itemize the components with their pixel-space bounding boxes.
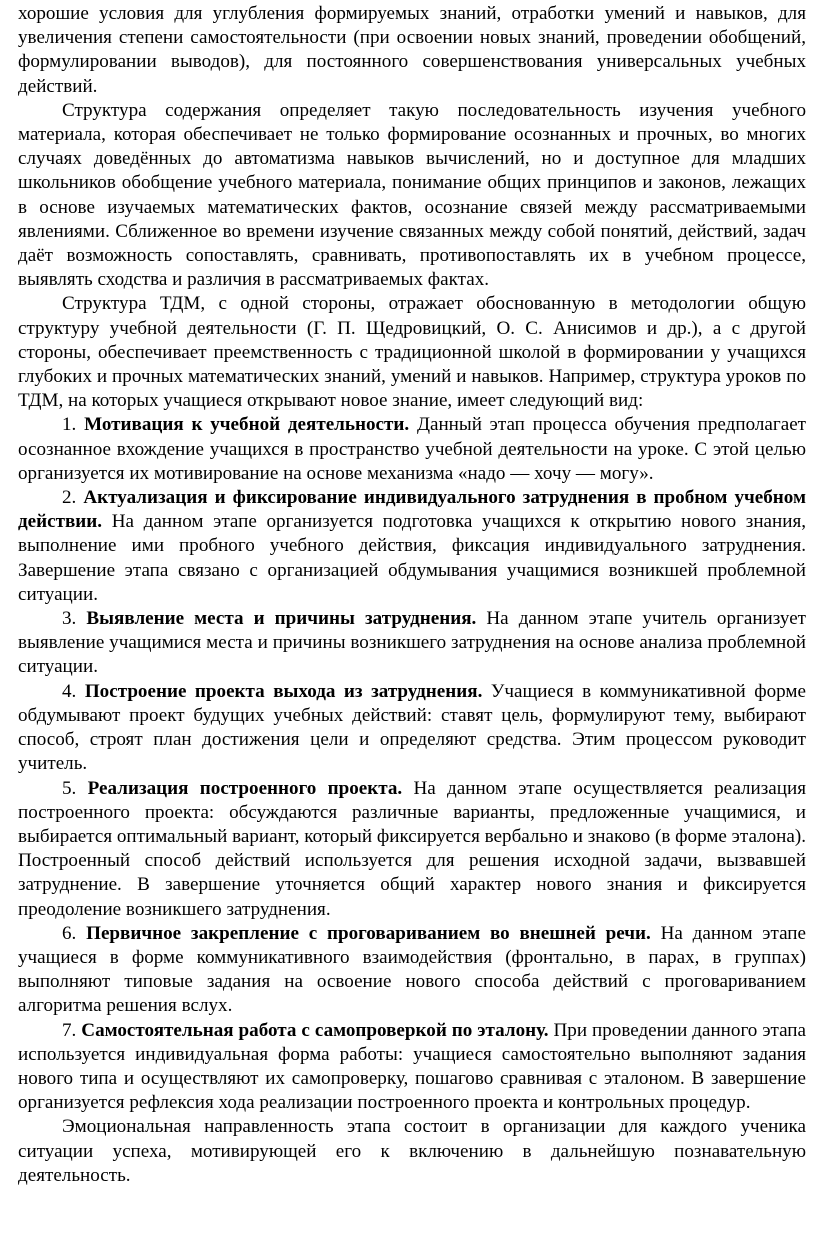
stage-body: Учащиеся в коммуникативной форме обдумывают проект будущих учебных действий: ставят цель, формулируют тему, выбирают способ, строят план достижения цели и определяют средства. Этим процессом руководит учитель. — [18, 680, 806, 775]
stage-title: Первичное закрепление с проговариванием во внешней речи. — [86, 922, 651, 944]
stage-number: 3. — [62, 608, 77, 630]
stage-title: Самостоятельная работа с самопроверкой по эталону. — [81, 1019, 549, 1041]
paragraph-tdm-structure — [18, 292, 806, 413]
stage-number: 7. — [62, 1019, 77, 1041]
stage-body: На данном этапе учитель организует выявление учащимися места и причины возникшего затруднения на основе анализа проблемной ситуации. — [18, 608, 807, 678]
stage-item-6 — [18, 922, 806, 1019]
paragraph-closing — [18, 1115, 806, 1188]
paragraph-text: Структура ТДМ, с одной стороны, отражает обоснованную в методологии общую структуру учебной деятельности (Г. П. Щедровицкий, О. С. Анисимов и др.), а с другой стороны, обеспечивает преемственность с традиционной школой в формировании у учащихся глубоких и прочных математических знаний, умений и навыков. Например, структура уроков по ТДМ, на которых учащиеся открывают новое знание, имеет следующий вид: — [18, 293, 806, 412]
paragraph-text: Эмоциональная направленность этапа состоит в организации для каждого ученика ситуации успеха, мотивирующей его к включению в дальнейшую познавательную деятельность. — [18, 1116, 806, 1186]
paragraph-text: хорошие условия для углубления формируемых знаний, отработки умений и навыков, для увеличения степени самостоятельности (при освоении новых знаний, проведении обобщений, формулировании выводов), для постоянного совершенствования универсальных учебных действий. — [18, 3, 806, 97]
stage-number: 2. — [62, 487, 77, 509]
paragraph-text: Структура содержания определяет такую последовательность изучения учебного материала, которая обеспечивает не только формирование осознанных и прочных, во многих случаях доведённых до автоматизма навыков вычислений, но и доступное для младших школьников обобщение учебного материала, понимание общих принципов и законов, лежащих в основе изучаемых математических фактов, осознание связей между рассматриваемыми явлениями. Сближенное во времени изучение связанных между собой понятий, действий, задач даёт возможность сопоставлять, сравнивать, противопоставлять их в учебном процессе, выявлять сходства и различия в рассматриваемых фактах. — [18, 99, 806, 291]
stage-number: 6. — [62, 922, 77, 944]
stage-title: Мотивация к учебной деятельности. — [84, 414, 410, 436]
stage-body: На данном этапе осуществляется реализация построенного проекта: обсуждаются различные варианты, предложенные учащимися, и выбирается оптимальный вариант, который фиксируется вербально и знаково (в форме эталона). Построенный способ действий используется для решения исходной задачи, вызвавшей затруднение. В завершение уточняется общий характер нового знания и фиксируется преодоление возникшего затруднения. — [18, 777, 807, 920]
stage-item-1 — [18, 413, 806, 486]
stage-item-7 — [18, 1019, 806, 1116]
stage-number: 4. — [62, 680, 77, 702]
paragraph-content-structure — [18, 99, 806, 293]
stage-body: При проведении данного этапа используется индивидуальная форма работы: учащиеся самостоятельно выполняют задания нового типа и осуществляют их самопроверку, пошагово сравнивая с эталоном. В завершение организуется рефлексия хода реализации построенного проекта и контрольных процедур. — [18, 1019, 807, 1114]
stage-item-5 — [18, 777, 806, 922]
paragraph-continuation — [18, 2, 806, 99]
stage-item-4 — [18, 680, 806, 777]
stage-number: 5. — [62, 777, 77, 799]
stage-title: Построение проекта выхода из затруднения. — [84, 680, 483, 702]
stage-body: На данном этапе организуется подготовка учащихся к открытию нового знания, выполнение ими пробного учебного действия, фиксация индивидуального затруднения. Завершение этапа связано с организацией обдумывания учащимися возникшей проблемной ситуации. — [18, 511, 807, 605]
stage-number: 1. — [62, 414, 77, 436]
stage-body: На данном этапе учащиеся в форме коммуникативного взаимодействия (фронтально, в парах, в группах) выполняют типовые задания на освоение нового способа действий с проговариванием алгоритма решения вслух. — [18, 922, 806, 1017]
stage-item-3 — [18, 607, 806, 680]
stage-body: Данный этап процесса обучения предполагает осознанное вхождение учащихся в пространство учебной деятельности на уроке. С этой целью организуется их мотивирование на основе механизма «надо — хочу — могу». — [18, 414, 807, 484]
stage-title: Актуализация и фиксирование индивидуального затруднения в пробном учебном действии. — [18, 487, 806, 533]
stage-title: Выявление места и причины затруднения. — [86, 608, 477, 630]
stage-title: Реализация построенного проекта. — [87, 777, 403, 799]
stage-item-2 — [18, 486, 806, 607]
